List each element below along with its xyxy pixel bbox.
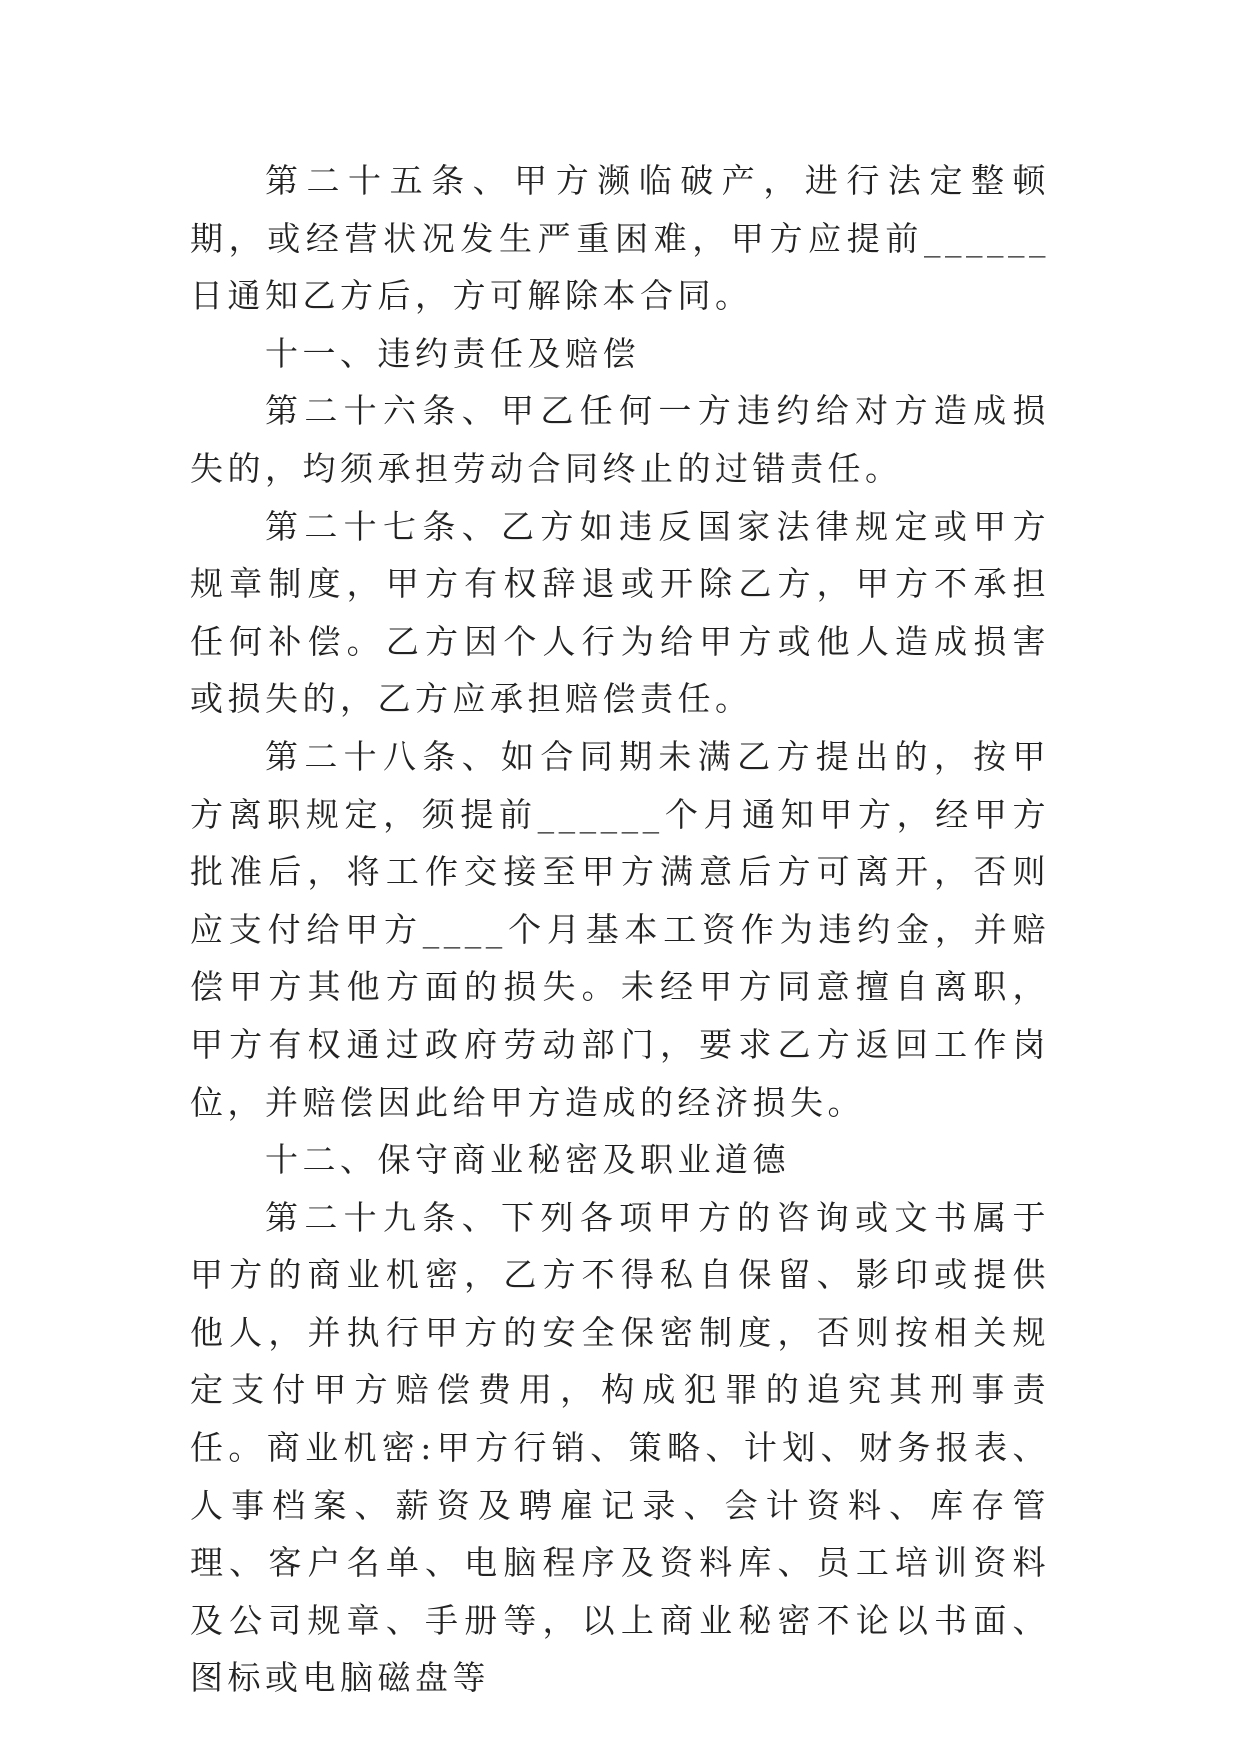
section-12-heading: 十二、保守商业秘密及职业道德	[265, 1140, 790, 1180]
article-25-paragraph: 第二十五条、甲方濒临破产，进行法定整顿期，或经营状况发生严重困难，甲方应提前______日通知乙方后，方可解除本合同。	[190, 161, 1050, 316]
article-29-paragraph: 第二十九条、下列各项甲方的咨询或文书属于甲方的商业机密，乙方不得私自保留、影印或提供他人，并执行甲方的安全保密制度，否则按相关规定支付甲方赔偿费用，构成犯罪的追究其刑事责任。商业机密:甲方行销、策略、计划、财务报表、人事档案、薪资及聘雇记录、会计资料、库存管理、客户名单、电脑程序及资料库、员工培训资料及公司规章、手册等，以上商业秘密不论以书面、图标或电脑磁盘等	[190, 1197, 1050, 1698]
article-27-paragraph: 第二十七条、乙方如违反国家法律规定或甲方规章制度，甲方有权辞退或开除乙方，甲方不承担任何补偿。乙方因个人行为给甲方或他人造成损害或损失的，乙方应承担赔偿责任。	[190, 506, 1050, 719]
article-26-paragraph: 第二十六条、甲乙任何一方违约给对方造成损失的，均须承担劳动合同终止的过错责任。	[190, 391, 1050, 488]
article-28-paragraph: 第二十八条、如合同期未满乙方提出的，按甲方离职规定，须提前______个月通知甲方，经甲方批准后，将工作交接至甲方满意后方可离开，否则应支付给甲方____个月基本工资作为违约金，并赔偿甲方其他方面的损失。未经甲方同意擅自离职，甲方有权通过政府劳动部门，要求乙方返回工作岗位，并赔偿因此给甲方造成的经济损失。	[190, 736, 1050, 1122]
document-body	[190, 152, 1050, 1707]
section-11-heading: 十一、违约责任及赔偿	[265, 333, 640, 373]
